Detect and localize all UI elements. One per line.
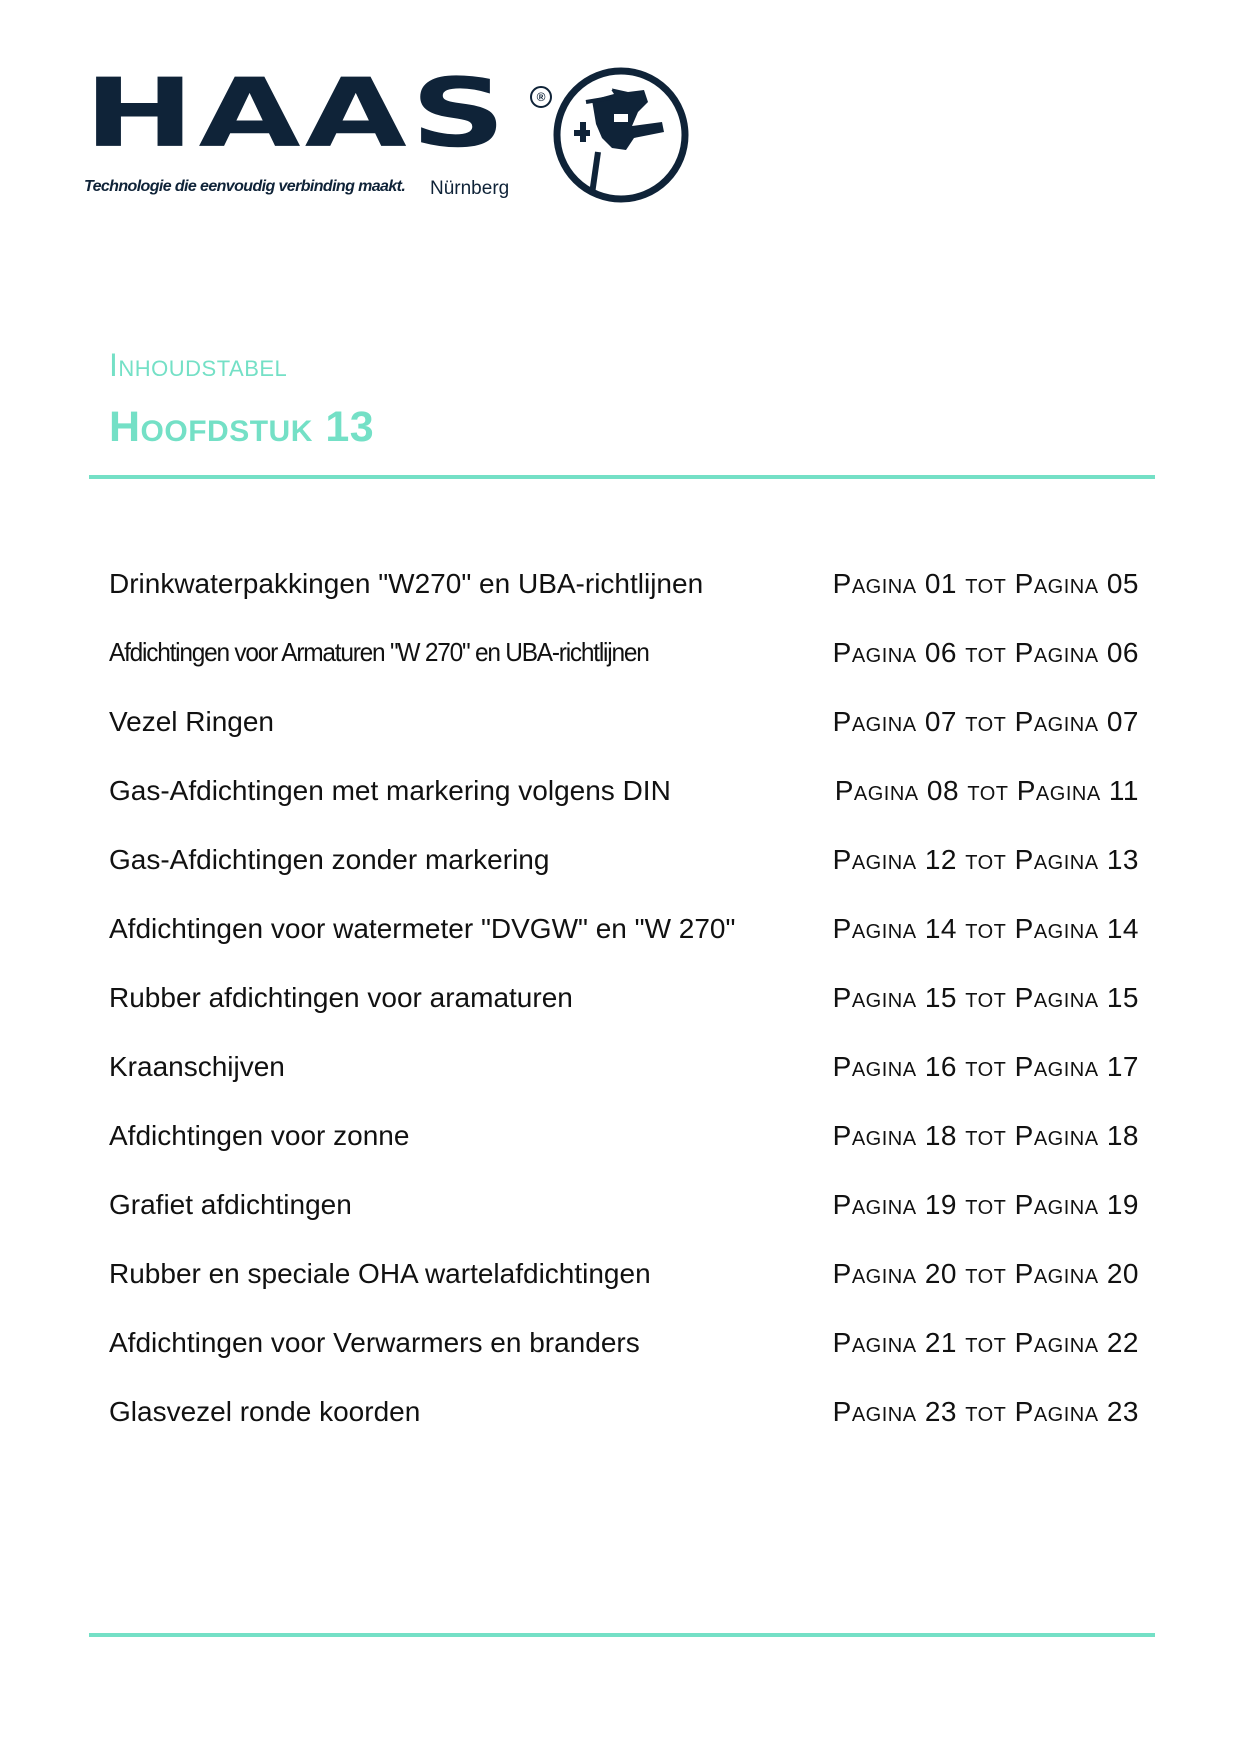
toc-entry-title: Afdichtingen voor Verwarmers en branders — [109, 1327, 640, 1358]
toc-entry-title: Drinkwaterpakkingen "W270" en UBA-richtlijnen — [109, 568, 704, 599]
chapter-title: Hoofdstuk 13 — [109, 403, 375, 451]
toc-entry[interactable] — [109, 765, 1139, 834]
toc-entry-pages: Pagina 19 tot Pagina 19 — [832, 1189, 1139, 1220]
toc-list — [109, 558, 1139, 1455]
toc-entry-pages: Pagina 23 tot Pagina 23 — [832, 1396, 1139, 1427]
table-of-contents-label: Inhoudstabel — [109, 347, 288, 383]
toc-entry[interactable] — [109, 627, 1139, 696]
logo-wordmark: HAAS — [84, 58, 510, 169]
toc-entry-title: Rubber afdichtingen voor aramaturen — [109, 982, 573, 1013]
toc-entry[interactable] — [109, 834, 1139, 903]
toc-entry-title: Kraanschijven — [109, 1051, 285, 1082]
toc-entry-pages: Pagina 16 tot Pagina 17 — [832, 1051, 1139, 1082]
toc-entry-title: Gas-Afdichtingen met markering volgens DIN — [109, 775, 671, 806]
toc-entry[interactable] — [109, 558, 1139, 627]
toc-entry-pages: Pagina 07 tot Pagina 07 — [832, 706, 1139, 737]
haas-logo — [84, 58, 704, 216]
toc-entry[interactable] — [109, 1179, 1139, 1248]
toc-entry-pages: Pagina 12 tot Pagina 13 — [832, 844, 1139, 875]
toc-entry-pages: Pagina 20 tot Pagina 20 — [832, 1258, 1139, 1289]
toc-entry-title: Vezel Ringen — [109, 706, 275, 737]
toc-entry[interactable] — [109, 1317, 1139, 1386]
toc-entry-title: Glasvezel ronde koorden — [109, 1396, 421, 1427]
toc-entry-title: Afdichtingen voor Armaturen "W 270" en UBA-richtlijnen — [109, 637, 649, 667]
toc-entry-pages: Pagina 06 tot Pagina 06 — [832, 637, 1139, 668]
toc-entry[interactable] — [109, 1386, 1139, 1455]
top-divider — [89, 475, 1155, 479]
toc-entry-title: Afdichtingen voor watermeter "DVGW" en "W 270" — [109, 913, 736, 944]
toc-entry-pages: Pagina 08 tot Pagina 11 — [834, 775, 1139, 806]
toc-entry[interactable] — [109, 1248, 1139, 1317]
toc-entry-pages: Pagina 18 tot Pagina 18 — [832, 1120, 1139, 1151]
toc-entry-pages: Pagina 01 tot Pagina 05 — [832, 568, 1139, 599]
toc-entry[interactable] — [109, 696, 1139, 765]
toc-entry[interactable] — [109, 1110, 1139, 1179]
bottom-divider — [89, 1633, 1155, 1637]
toc-entry-title: Gas-Afdichtingen zonder markering — [109, 844, 550, 875]
toc-entry-title: Grafiet afdichtingen — [109, 1189, 352, 1220]
toc-entry-pages: Pagina 14 tot Pagina 14 — [832, 913, 1139, 944]
toc-entry-title: Afdichtingen voor zonne — [109, 1120, 410, 1151]
toc-entry[interactable] — [109, 1041, 1139, 1110]
toc-entry[interactable] — [109, 972, 1139, 1041]
logo-city: Nürnberg — [430, 178, 510, 199]
registered-mark: ® — [530, 86, 552, 108]
hare-faucet-emblem-icon — [552, 66, 690, 204]
toc-entry-pages: Pagina 21 tot Pagina 22 — [832, 1327, 1139, 1358]
toc-entry-pages: Pagina 15 tot Pagina 15 — [832, 982, 1139, 1013]
logo-tagline: Technologie die eenvoudig verbinding maakt. — [84, 178, 406, 195]
toc-entry-title: Rubber en speciale OHA wartelafdichtingen — [109, 1258, 651, 1289]
toc-entry[interactable] — [109, 903, 1139, 972]
